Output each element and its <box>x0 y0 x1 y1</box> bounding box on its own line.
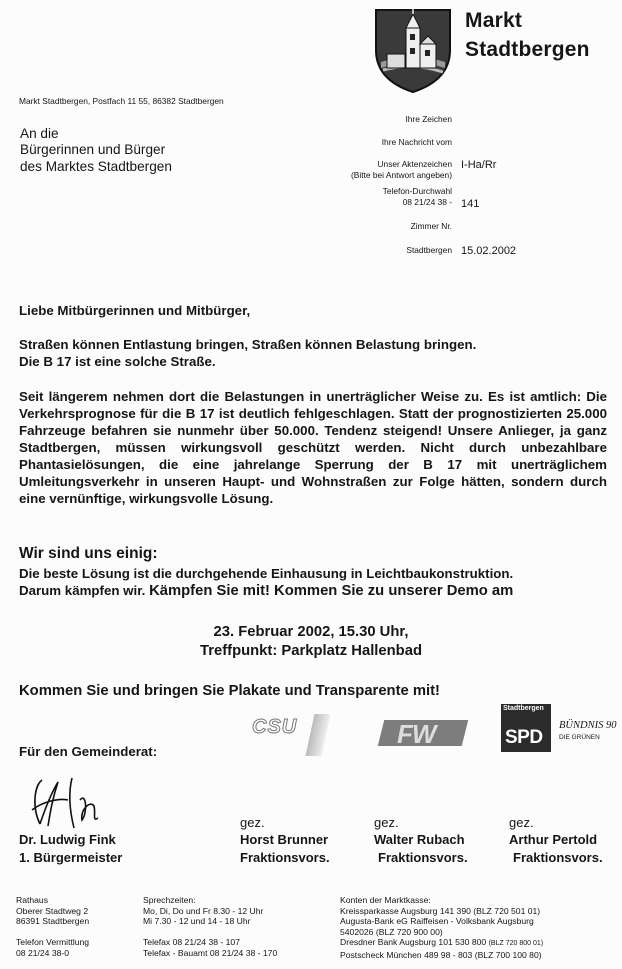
footer-addr-line5: 08 21/24 38-0 <box>16 947 70 958</box>
footer-address <box>16 895 89 959</box>
footer-bank-line3: Augusta-Bank eG Raiffeisen - Volksbank Augsburg <box>340 916 534 927</box>
footer-bank <box>340 895 543 961</box>
footer-bank-line6: Postscheck München 489 98 - 803 (BLZ 700 100 80) <box>340 949 542 960</box>
signer-brunner-name: Horst Brunner <box>240 832 329 847</box>
recipient-line2: Bürgerinnen und Bürger <box>20 142 166 157</box>
municipality-name-line2: Stadtbergen <box>465 38 590 61</box>
aktenzeichen-hint: (Bitte bei Antwort angeben) <box>350 170 452 180</box>
csu-logo <box>252 714 334 758</box>
footer-hours-line2: Mo, Di, Do und Fr 8.30 - 12 Uhr <box>143 905 264 916</box>
mayor-name: Dr. Ludwig Fink <box>19 832 116 847</box>
footer-addr-line1: Rathaus <box>16 895 49 905</box>
ihre-zeichen-label: Ihre Zeichen <box>405 114 452 124</box>
csu-logo-text: CSU <box>252 716 298 738</box>
gez-pertold: gez. <box>509 815 534 830</box>
council-label: Für den Gemeinderat: <box>19 744 158 759</box>
date-value: 15.02.2002 <box>461 245 517 257</box>
municipality-name-line1: Markt <box>465 9 523 32</box>
paragraph1-line1: Straßen können Entlastung bringen, Straßen können Belastung bringen. <box>19 337 477 352</box>
footer-addr-line4: Telefon Vermittlung <box>16 937 90 948</box>
gruene-logo-line1: BÜNDNIS 90 <box>559 720 617 731</box>
event-location-line: Treffpunkt: Parkplatz Hallenbad <box>200 643 422 659</box>
aktenzeichen-label: Unser Aktenzeichen <box>377 159 452 169</box>
footer-bank-line1: Konten der Marktkasse: <box>340 895 431 905</box>
telefon-prefix: 08 21/24 38 - <box>402 197 452 207</box>
paragraph1-line2: Die B 17 ist eine solche Straße. <box>19 354 216 369</box>
zimmer-label: Zimmer Nr. <box>410 221 452 231</box>
signer-rubach-name: Walter Rubach <box>374 832 465 847</box>
spd-logo-town: Stadtbergen <box>503 705 544 712</box>
footer-bank-line2: Kreissparkasse Augsburg 141 390 (BLZ 720 501 01) <box>340 905 541 916</box>
paragraph3-line1: Die beste Lösung ist die durchgehende Einhausung in Leichtbaukonstruktion. <box>19 566 514 581</box>
aktenzeichen-value: I-Ha/Rr <box>461 159 497 171</box>
footer-addr-line3: 86391 Stadtbergen <box>16 916 90 927</box>
footer-fax-line2: Telefax - Bauamt 08 21/24 38 - 170 <box>143 947 278 958</box>
gez-rubach: gez. <box>374 815 399 830</box>
handwritten-signature-icon <box>28 770 128 836</box>
recipient-line1: An die <box>20 126 59 141</box>
sender-address-line: Markt Stadtbergen, Postfach 11 55, 86382 Stadtbergen <box>19 96 224 106</box>
signer-brunner-title: Fraktionsvors. <box>240 850 330 865</box>
salutation: Liebe Mitbürgerinnen und Mitbürger, <box>19 303 251 318</box>
gez-brunner: gez. <box>240 815 265 830</box>
footer-hours-line1: Sprechzeiten: <box>143 895 196 905</box>
telefon-label: Telefon-Durchwahl <box>382 186 452 196</box>
footer-bank-line5b: (BLZ 720 800 01) <box>488 940 544 948</box>
heading-einig: Wir sind uns einig: <box>19 545 158 562</box>
paragraph2: Seit längerem nehmen dort die Belastungen in unerträglicher Weise zu. Es ist amtlich: Die Verkehrsprognose für die B 17 ist deutlich fehlgeschlagen. Statt der prognostizierten 25.000 Fahrzeuge befahren sie nunmehr über 50.000. Tendenz steigend! Unsere Anlieger, ja ganz Stadtbergen, müssen wirkungsvoll geschützt werden. Nicht durch unbezahlbare Phantasielösungen, die eine jahrelange Sperrung der B 17 mit unerträglichem Umleitungsverkehr in unseren Haupt- und Wohnstraßen zur Folge hätten, sondern durch eine vernünftige, wirkungsvolle Lösung. <box>19 389 607 506</box>
signer-pertold-title: Fraktionsvors. <box>513 850 603 865</box>
signer-pertold-name: Arthur Pertold <box>509 832 598 847</box>
mayor-title: 1. Bürgermeister <box>19 850 123 865</box>
footer-hours <box>143 895 277 959</box>
event-date-line: 23. Februar 2002, 15.30 Uhr, <box>213 624 409 640</box>
coat-of-arms-icon <box>373 6 453 94</box>
signer-rubach-title: Fraktionsvors. <box>378 850 468 865</box>
fw-logo-text: FW <box>397 719 436 749</box>
recipient-line3: des Marktes Stadtbergen <box>20 159 172 174</box>
footer-addr-line2: Oberer Stadtweg 2 <box>16 905 89 916</box>
fw-logo <box>381 716 465 748</box>
gruene-logo-line2: DIE GRÜNEN <box>559 734 600 741</box>
footer-bank-line5a: Dresdner Bank Augsburg 101 530 800 <box>340 937 487 948</box>
closing-call: Kommen Sie und bringen Sie Plakate und Transparente mit! <box>19 683 440 699</box>
paragraph3-line2-a: Darum kämpfen wir. <box>19 583 146 598</box>
ihre-nachricht-label: Ihre Nachricht vom <box>381 137 452 147</box>
footer-bank-line4: 5402026 (BLZ 720 900 00) <box>340 926 443 937</box>
telefon-value: 141 <box>461 198 480 210</box>
footer-hours-line3: Mi 7.30 - 12 und 14 - 18 Uhr <box>143 916 251 927</box>
paragraph3-line2-b: Kämpfen Sie mit! Kommen Sie zu unserer Demo am <box>149 583 514 599</box>
spd-logo-text: SPD <box>505 727 543 748</box>
paragraph3-line2 <box>19 583 513 599</box>
ort-label: Stadtbergen <box>406 245 452 255</box>
footer-fax-line1: Telefax 08 21/24 38 - 107 <box>143 937 240 948</box>
